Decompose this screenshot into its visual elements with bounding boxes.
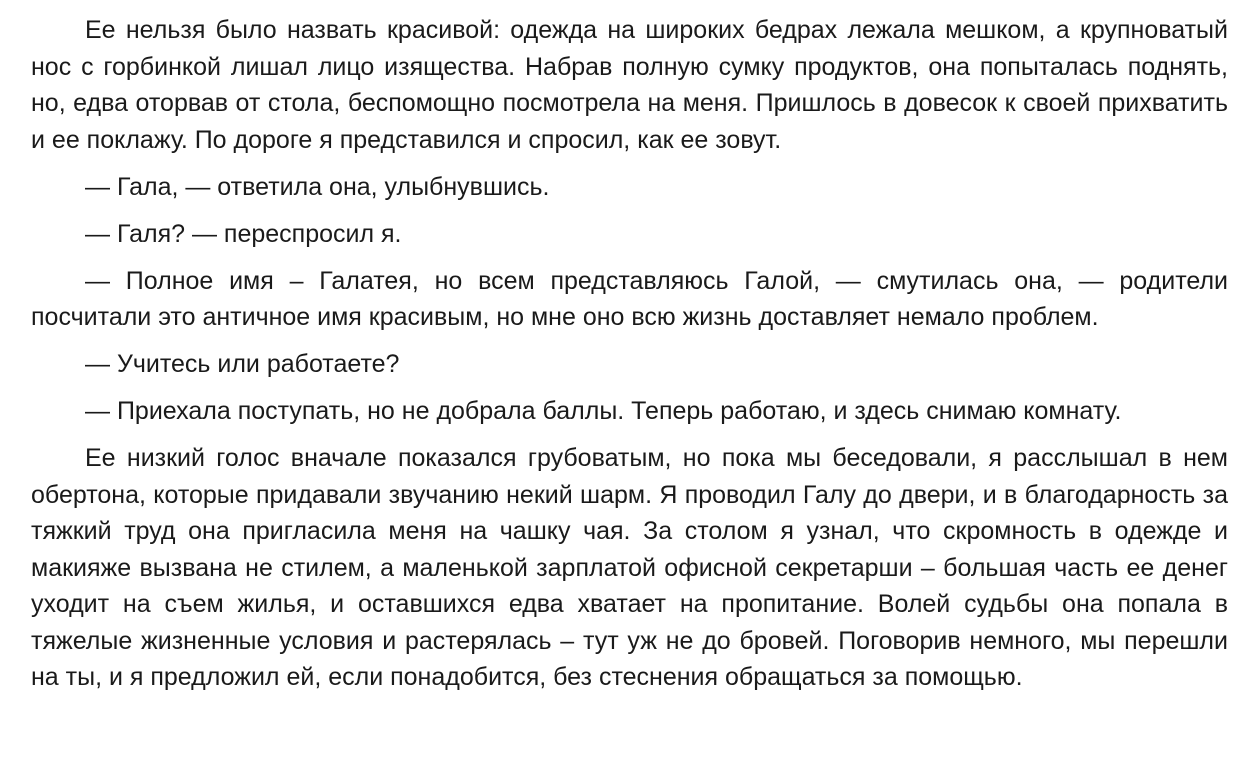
paragraph-dialog-5: — Приехала поступать, но не добрала баллы. Теперь работаю, и здесь снимаю комнату. <box>85 397 1122 425</box>
paragraph-dialog-3: — Полное имя – Галатея, но всем представляюсь Галой, — смутилась она, — родители посчитали это античное имя красивым, но мне оно всю жизнь доставляет немало проблем. <box>31 266 1228 331</box>
document-page <box>31 12 1228 706</box>
paragraph-dialog-4: — Учитесь или работаете? <box>85 350 400 378</box>
paragraph-dialog-2: — Галя? — переспросил я. <box>85 219 402 248</box>
paragraph-dialog-1: — Гала, — ответила она, улыбнувшись. <box>85 172 550 201</box>
paragraph-narration-2: Ее низкий голос вначале показался грубоватым, но пока мы беседовали, я расслышал в нем обертона, которые придавали звучанию некий шарм. Я проводил Галу до двери, и в благодарность за тяжкий труд она пригласила меня на чашку чая. За столом я узнал, что скромность в одежде и макияже вызвана не стилем, а маленькой зарплатой офисной секретарши – большая часть ее денег уходит на съем жилья, и оставшихся едва хватает на пропитание. Волей судьбы она попала в тяжелые жизненные условия и растерялась – тут уж не до бровей. Поговорив немного, мы перешли на ты, и я предложил ей, если понадобится, без стеснения обращаться за помощью. <box>31 444 1228 691</box>
paragraph-narration-1: Ее нельзя было назвать красивой: одежда на широких бедрах лежала мешком, а крупноватый нос с горбинкой лишал лицо изящества. Набрав полную сумку продуктов, она попыталась поднять, но, едва оторвав от стола, беспомощно посмотрела на меня. Пришлось в довесок к своей прихватить и ее поклажу. По дороге я представился и спросил, как ее зовут. <box>31 16 1228 154</box>
